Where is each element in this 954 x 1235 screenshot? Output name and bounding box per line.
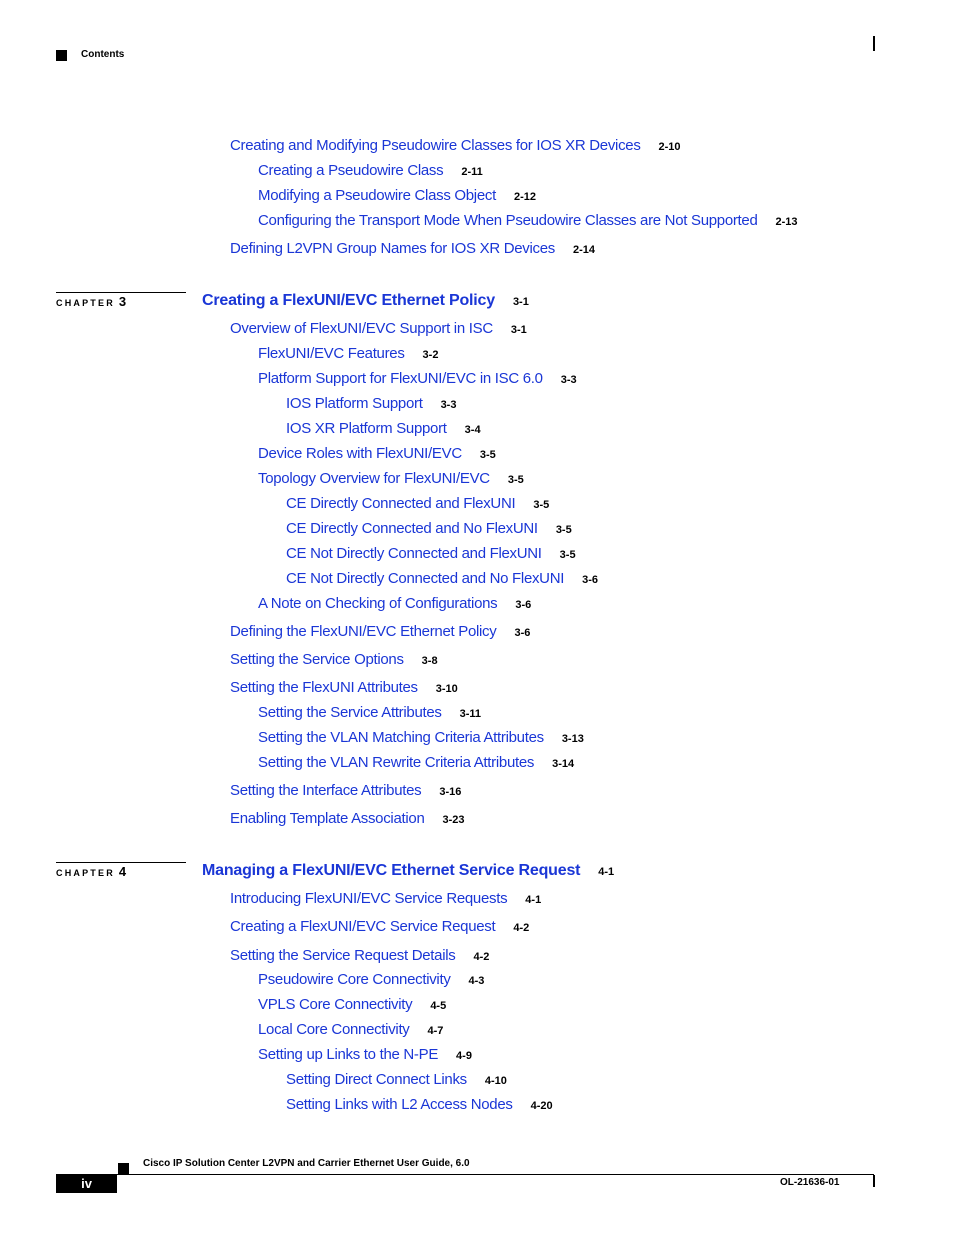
toc-entry-title[interactable]: Device Roles with FlexUNI/EVC bbox=[258, 445, 462, 462]
toc-entry-title[interactable]: Setting the Service Options bbox=[230, 651, 404, 668]
footer-rule bbox=[56, 1174, 874, 1175]
toc-entry-title[interactable]: Overview of FlexUNI/EVC Support in ISC bbox=[230, 320, 493, 337]
toc-entry-page[interactable]: 4-3 bbox=[468, 975, 485, 987]
toc-entry-page[interactable]: 4-7 bbox=[427, 1025, 444, 1037]
toc-entry[interactable] bbox=[230, 319, 527, 339]
toc-entry-page[interactable]: 3-4 bbox=[464, 424, 481, 436]
toc-entry[interactable] bbox=[230, 622, 530, 642]
toc-entry[interactable] bbox=[258, 161, 483, 181]
toc-entry-title[interactable]: Setting the VLAN Rewrite Criteria Attributes bbox=[258, 754, 535, 771]
toc-entry-page[interactable]: 3-5 bbox=[533, 499, 550, 511]
toc-entry-page[interactable]: 4-1 bbox=[525, 894, 542, 906]
toc-entry-page[interactable]: 3-8 bbox=[421, 655, 438, 667]
toc-entry-title[interactable]: CE Directly Connected and FlexUNI bbox=[286, 495, 516, 512]
toc-entry-title[interactable]: Setting the FlexUNI Attributes bbox=[230, 679, 418, 696]
chapter-number: 3 bbox=[118, 294, 127, 309]
toc-entry-page[interactable]: 3-6 bbox=[514, 627, 531, 639]
toc-entry-page[interactable]: 4-2 bbox=[513, 922, 530, 934]
header-label: Contents bbox=[81, 49, 125, 60]
toc-entry-title[interactable]: A Note on Checking of Configurations bbox=[258, 595, 498, 612]
toc-entry[interactable] bbox=[286, 494, 549, 514]
toc-entry-page[interactable]: 4-2 bbox=[473, 951, 490, 963]
toc-entry-title[interactable]: Creating and Modifying Pseudowire Classes for IOS XR Devices bbox=[230, 137, 641, 154]
toc-entry-page[interactable]: 3-13 bbox=[561, 733, 584, 745]
toc-entry-title[interactable]: Creating a FlexUNI/EVC Ethernet Policy bbox=[202, 292, 495, 309]
toc-entry-page[interactable]: 3-5 bbox=[479, 449, 496, 461]
toc-entry-title[interactable]: Local Core Connectivity bbox=[258, 1021, 410, 1038]
toc-entry-title[interactable]: Creating a Pseudowire Class bbox=[258, 162, 444, 179]
toc-entry[interactable] bbox=[230, 136, 681, 156]
toc-entry-page[interactable]: 3-3 bbox=[440, 399, 457, 411]
toc-entry-page[interactable]: 4-5 bbox=[430, 1000, 447, 1012]
toc-entry[interactable] bbox=[286, 394, 456, 414]
toc-entry[interactable] bbox=[230, 889, 541, 909]
toc-entry[interactable] bbox=[258, 753, 574, 773]
toc-entry-page[interactable]: 3-2 bbox=[422, 349, 439, 361]
toc-entry[interactable] bbox=[258, 369, 577, 389]
toc-entry[interactable] bbox=[230, 239, 595, 259]
toc-entry-page[interactable]: 2-14 bbox=[572, 244, 595, 256]
toc-entry-title[interactable]: Modifying a Pseudowire Class Object bbox=[258, 187, 496, 204]
toc-entry-title[interactable]: Setting the Service Attributes bbox=[258, 704, 442, 721]
toc-entry[interactable] bbox=[230, 809, 465, 829]
toc-entry-title[interactable]: FlexUNI/EVC Features bbox=[258, 345, 405, 362]
toc-entry-page[interactable]: 2-13 bbox=[775, 216, 798, 228]
toc-entry-page[interactable]: 3-3 bbox=[560, 374, 577, 386]
toc-chapter-entry[interactable] bbox=[202, 861, 614, 881]
toc-entry[interactable] bbox=[258, 995, 446, 1015]
toc-entry[interactable] bbox=[258, 444, 496, 464]
toc-entry-page[interactable]: 2-12 bbox=[513, 191, 536, 203]
toc-entry[interactable] bbox=[258, 1020, 443, 1040]
toc-entry[interactable] bbox=[258, 186, 536, 206]
toc-entry[interactable] bbox=[286, 519, 572, 539]
chapter-label bbox=[56, 864, 126, 879]
toc-entry-page[interactable]: 3-6 bbox=[582, 574, 599, 586]
toc-entry[interactable] bbox=[258, 211, 798, 231]
chapter-rule bbox=[56, 862, 186, 863]
toc-entry-title[interactable]: Setting the Interface Attributes bbox=[230, 782, 422, 799]
chapter-number: 4 bbox=[118, 864, 127, 879]
toc-entry-page[interactable]: 4-10 bbox=[484, 1075, 507, 1087]
toc-entry-page[interactable]: 3-23 bbox=[442, 814, 465, 826]
header-rule bbox=[873, 36, 875, 51]
toc-entry[interactable] bbox=[258, 970, 484, 990]
chapter-word: CHAPTER bbox=[56, 298, 115, 308]
toc-entry[interactable] bbox=[286, 544, 576, 564]
toc-entry-title[interactable]: CE Directly Connected and No FlexUNI bbox=[286, 520, 538, 537]
toc-entry-title[interactable]: Topology Overview for FlexUNI/EVC bbox=[258, 470, 490, 487]
toc-entry-title[interactable]: Enabling Template Association bbox=[230, 810, 425, 827]
toc-entry-title[interactable]: Setting up Links to the N-PE bbox=[258, 1046, 439, 1063]
toc-entry-title[interactable]: Setting Direct Connect Links bbox=[286, 1071, 467, 1088]
toc-entry[interactable] bbox=[230, 678, 458, 698]
toc-entry-title[interactable]: CE Not Directly Connected and No FlexUNI bbox=[286, 570, 565, 587]
toc-entry-page[interactable]: 3-1 bbox=[512, 296, 529, 308]
toc-entry[interactable] bbox=[230, 781, 461, 801]
toc-entry-title[interactable]: CE Not Directly Connected and FlexUNI bbox=[286, 545, 542, 562]
toc-entry-title[interactable]: VPLS Core Connectivity bbox=[258, 996, 413, 1013]
toc-entry[interactable] bbox=[258, 703, 481, 723]
toc-entry-page[interactable]: 3-5 bbox=[559, 549, 576, 561]
toc-entry-page[interactable]: 3-14 bbox=[552, 758, 575, 770]
toc-entry-title[interactable]: Setting Links with L2 Access Nodes bbox=[286, 1096, 513, 1113]
toc-entry[interactable] bbox=[258, 594, 531, 614]
toc-entry-title[interactable]: Defining L2VPN Group Names for IOS XR Devices bbox=[230, 240, 555, 257]
toc-entry[interactable] bbox=[286, 569, 598, 589]
toc-entry[interactable] bbox=[258, 344, 438, 364]
toc-entry-page[interactable]: 4-20 bbox=[530, 1100, 553, 1112]
footer-doc-number: OL-21636-01 bbox=[780, 1177, 840, 1188]
toc-entry-title[interactable]: Platform Support for FlexUNI/EVC in ISC 6.0 bbox=[258, 370, 543, 387]
toc-entry[interactable] bbox=[258, 469, 524, 489]
toc-entry-title[interactable]: Introducing FlexUNI/EVC Service Requests bbox=[230, 890, 508, 907]
toc-entry-title[interactable]: Pseudowire Core Connectivity bbox=[258, 971, 451, 988]
toc-entry-title[interactable]: IOS XR Platform Support bbox=[286, 420, 447, 437]
footer-page-number: iv bbox=[81, 1176, 92, 1191]
toc-entry[interactable] bbox=[258, 728, 584, 748]
toc-entry[interactable] bbox=[230, 917, 529, 937]
toc-entry-page[interactable]: 4-1 bbox=[598, 866, 615, 878]
toc-entry-title[interactable]: Defining the FlexUNI/EVC Ethernet Policy bbox=[230, 623, 497, 640]
toc-entry-page[interactable]: 3-11 bbox=[459, 708, 482, 720]
toc-entry-page[interactable]: 4-9 bbox=[456, 1050, 472, 1062]
chapter-word: CHAPTER bbox=[56, 868, 115, 878]
toc-entry-page[interactable]: 3-10 bbox=[435, 683, 458, 695]
toc-entry[interactable] bbox=[286, 1070, 507, 1090]
header-marker bbox=[56, 50, 67, 61]
toc-entry[interactable] bbox=[258, 1045, 472, 1065]
chapter-label bbox=[56, 294, 126, 309]
chapter-rule bbox=[56, 292, 186, 293]
toc-entry[interactable] bbox=[230, 946, 489, 966]
toc-entry-page[interactable]: 3-5 bbox=[507, 474, 524, 486]
toc-chapter-entry[interactable] bbox=[202, 291, 529, 311]
footer-vertical-rule bbox=[873, 1175, 875, 1187]
toc-entry-page[interactable]: 3-6 bbox=[515, 599, 532, 611]
footer-marker bbox=[118, 1163, 129, 1174]
toc-entry[interactable] bbox=[286, 419, 481, 439]
toc-entry-title[interactable]: Setting the VLAN Matching Criteria Attributes bbox=[258, 729, 544, 746]
toc-entry-title[interactable]: Setting the Service Request Details bbox=[230, 947, 456, 964]
toc-entry-title[interactable]: Managing a FlexUNI/EVC Ethernet Service Request bbox=[202, 862, 581, 879]
toc-entry-title[interactable]: IOS Platform Support bbox=[286, 395, 423, 412]
footer-title: Cisco IP Solution Center L2VPN and Carrier Ethernet User Guide, 6.0 bbox=[143, 1158, 470, 1169]
toc-entry-page[interactable]: 2-11 bbox=[461, 166, 483, 178]
toc-entry-page[interactable]: 2-10 bbox=[658, 141, 681, 153]
toc-entry[interactable] bbox=[230, 650, 438, 670]
toc-entry-page[interactable]: 3-16 bbox=[439, 786, 462, 798]
toc-entry-title[interactable]: Configuring the Transport Mode When Pseudowire Classes are Not Supported bbox=[258, 212, 758, 229]
toc-entry-title[interactable]: Creating a FlexUNI/EVC Service Request bbox=[230, 918, 496, 935]
toc-entry-page[interactable]: 3-1 bbox=[510, 324, 527, 336]
toc-entry-page[interactable]: 3-5 bbox=[555, 524, 572, 536]
toc-entry[interactable] bbox=[286, 1095, 553, 1115]
